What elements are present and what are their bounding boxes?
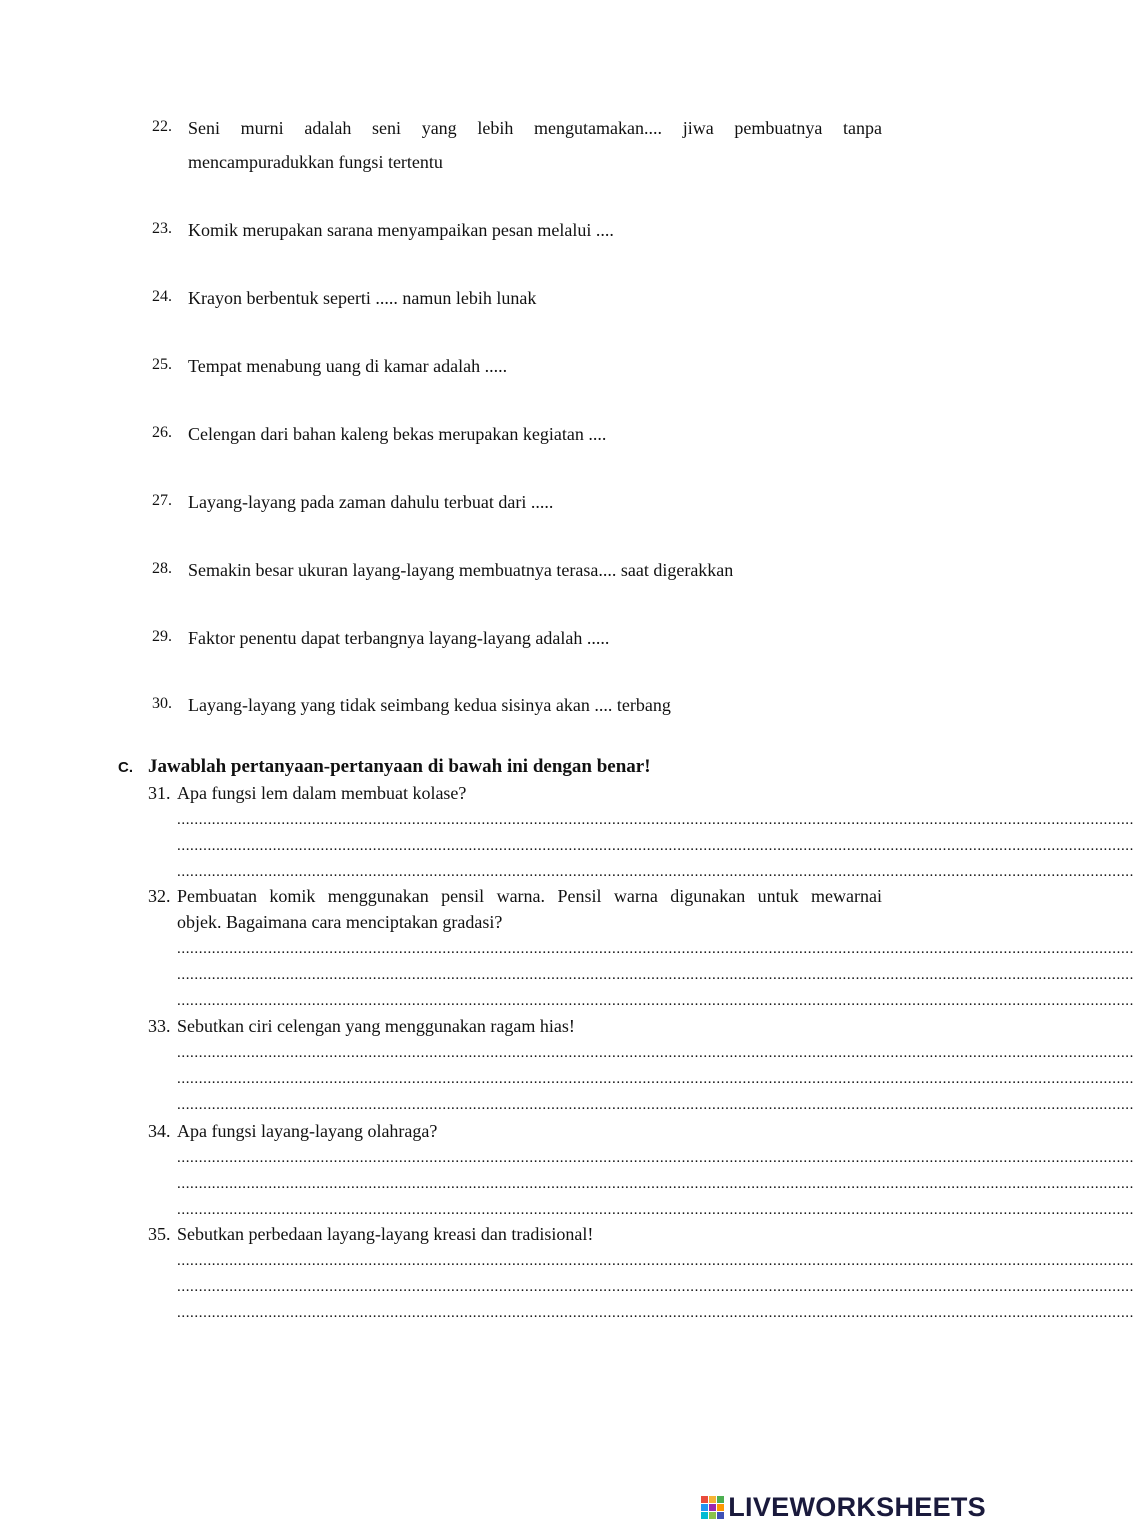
- answer-line[interactable]: ............................................................................................................................................................................................................................: [177, 1202, 1134, 1218]
- question-number: 23.: [152, 220, 172, 237]
- answer-line[interactable]: ............................................................................................................................................................................................................................: [177, 812, 1134, 828]
- question-text: Krayon berbentuk seperti ..... namun lebih lunak: [188, 288, 537, 308]
- section-letter: C.: [118, 759, 133, 776]
- answer-line[interactable]: ............................................................................................................................................................................................................................: [177, 864, 1134, 880]
- logo-grid-icon: [701, 1496, 724, 1519]
- brand-name: LIVEWORKSHEETS: [728, 1492, 986, 1522]
- answer-line[interactable]: ............................................................................................................................................................................................................................: [177, 993, 1134, 1009]
- question-number: 32.: [148, 886, 171, 906]
- question-text: Seni murni adalah seni yang lebih mengutamakan.... jiwa pembuatnya tanpa: [188, 118, 882, 138]
- question-number: 30.: [152, 695, 172, 712]
- question-text-continued: objek. Bagaimana cara menciptakan gradasi?: [177, 912, 503, 932]
- question-number: 31.: [148, 783, 171, 803]
- answer-line[interactable]: ............................................................................................................................................................................................................................: [177, 1305, 1134, 1321]
- question-text: Layang-layang pada zaman dahulu terbuat dari .....: [188, 492, 554, 512]
- answer-line[interactable]: ............................................................................................................................................................................................................................: [177, 967, 1134, 983]
- question-number: 27.: [152, 492, 172, 509]
- question-number: 22.: [152, 118, 172, 135]
- answer-line[interactable]: ............................................................................................................................................................................................................................: [177, 838, 1134, 854]
- question-number: 29.: [152, 628, 172, 645]
- logo-square: [709, 1496, 716, 1503]
- question-text: Faktor penentu dapat terbangnya layang-layang adalah .....: [188, 628, 610, 648]
- section-c-heading: [118, 756, 651, 778]
- answer-line[interactable]: ............................................................................................................................................................................................................................: [177, 1045, 1134, 1061]
- question-number: 24.: [152, 288, 172, 305]
- question-number: 25.: [152, 356, 172, 373]
- question-text: Apa fungsi layang-layang olahraga?: [177, 1121, 438, 1141]
- question-text: Sebutkan ciri celengan yang menggunakan ragam hias!: [177, 1016, 575, 1036]
- answer-line[interactable]: ............................................................................................................................................................................................................................: [177, 1253, 1134, 1269]
- question-text: Pembuatan komik menggunakan pensil warna. Pensil warna digunakan untuk mewarnai: [177, 886, 882, 906]
- question-number: 34.: [148, 1121, 171, 1141]
- question-number: 28.: [152, 560, 172, 577]
- question-text: Apa fungsi lem dalam membuat kolase?: [177, 783, 467, 803]
- answer-line[interactable]: ............................................................................................................................................................................................................................: [177, 1176, 1134, 1192]
- logo-square: [709, 1504, 716, 1511]
- question-text: Celengan dari bahan kaleng bekas merupakan kegiatan ....: [188, 424, 607, 444]
- answer-line[interactable]: ............................................................................................................................................................................................................................: [177, 1279, 1134, 1295]
- logo-square: [717, 1496, 724, 1503]
- logo-square: [717, 1504, 724, 1511]
- question-text-continued: mencampuradukkan fungsi tertentu: [188, 152, 443, 172]
- question-number: 33.: [148, 1016, 171, 1036]
- liveworksheets-logo: [701, 1492, 986, 1523]
- logo-square: [701, 1512, 708, 1519]
- logo-square: [709, 1512, 716, 1519]
- answer-line[interactable]: ............................................................................................................................................................................................................................: [177, 1071, 1134, 1087]
- question-text: Sebutkan perbedaan layang-layang kreasi dan tradisional!: [177, 1224, 594, 1244]
- logo-square: [717, 1512, 724, 1519]
- question-number: 26.: [152, 424, 172, 441]
- question-text: Komik merupakan sarana menyampaikan pesan melalui ....: [188, 220, 614, 240]
- question-22: [152, 118, 882, 178]
- question-text: Tempat menabung uang di kamar adalah .....: [188, 356, 508, 376]
- question-number: 35.: [148, 1224, 171, 1244]
- answer-line[interactable]: ............................................................................................................................................................................................................................: [177, 1097, 1134, 1113]
- answer-line[interactable]: ............................................................................................................................................................................................................................: [177, 1150, 1134, 1166]
- question-text: Semakin besar ukuran layang-layang membuatnya terasa.... saat digerakkan: [188, 560, 734, 580]
- section-title: Jawablah pertanyaan-pertanyaan di bawah ini dengan benar!: [148, 756, 651, 777]
- logo-square: [701, 1504, 708, 1511]
- answer-line[interactable]: ............................................................................................................................................................................................................................: [177, 941, 1134, 957]
- question-text: Layang-layang yang tidak seimbang kedua sisinya akan .... terbang: [188, 695, 671, 715]
- logo-square: [701, 1496, 708, 1503]
